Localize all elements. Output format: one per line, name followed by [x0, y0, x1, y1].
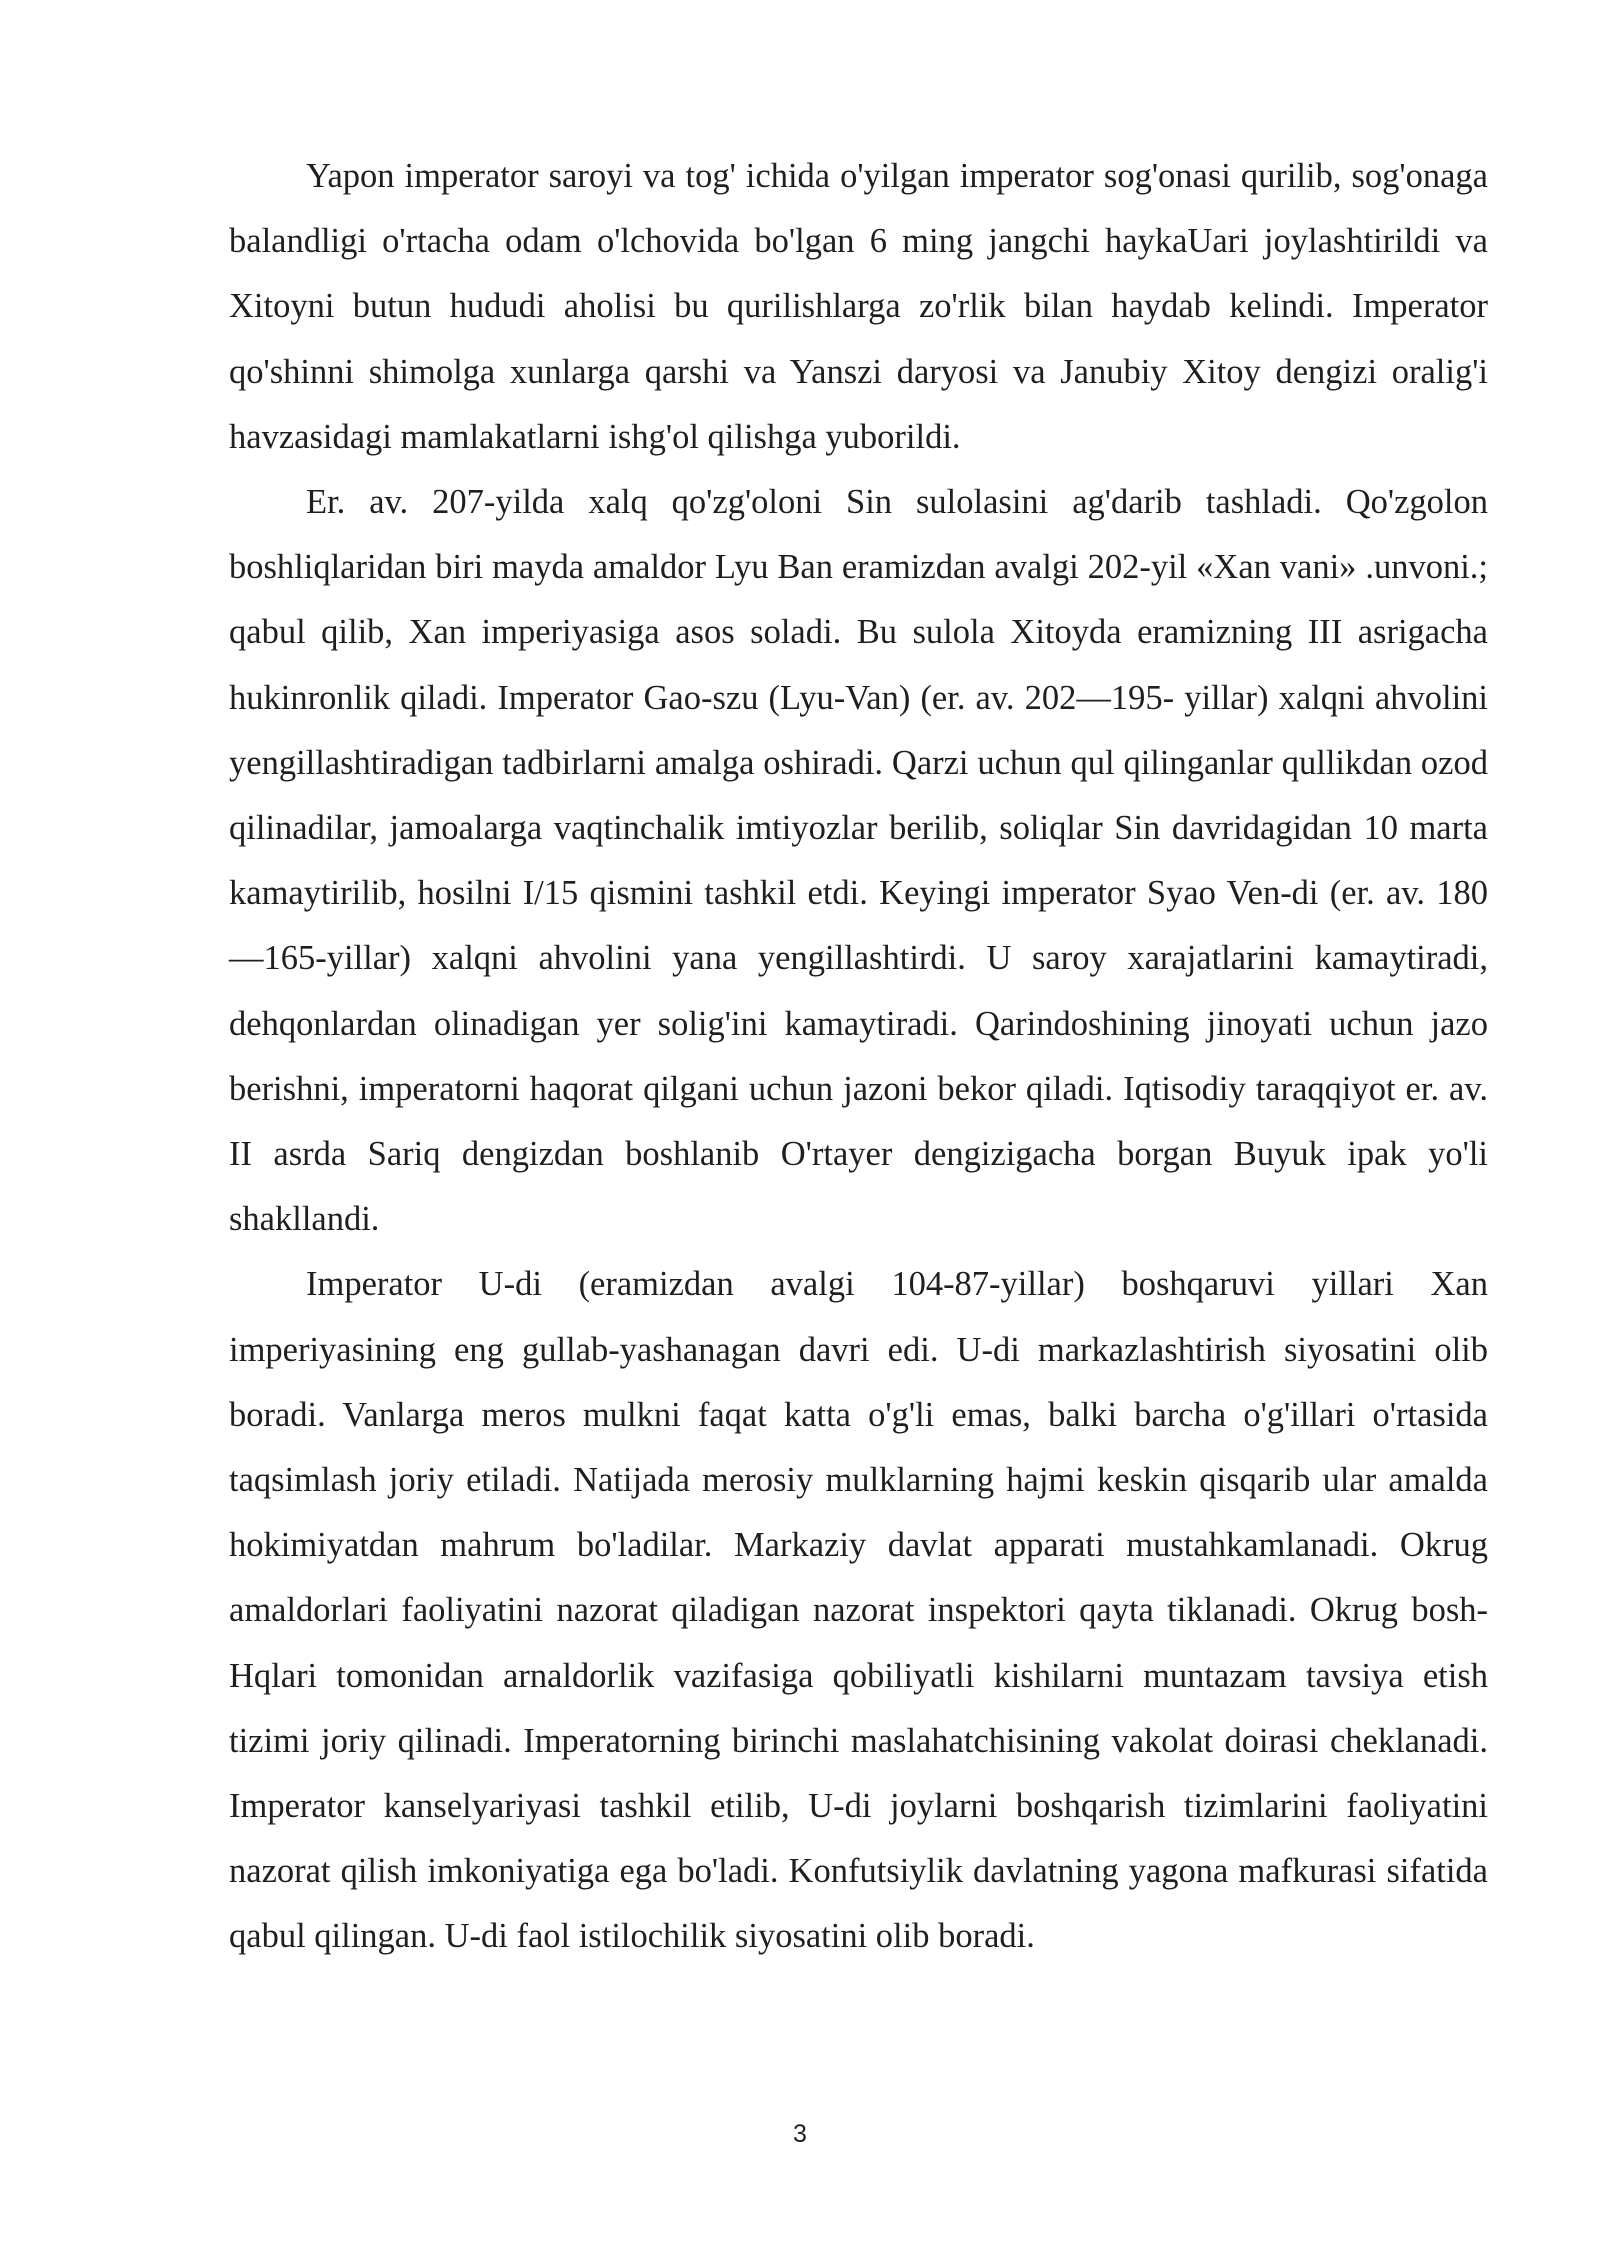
document-body	[229, 144, 1488, 1970]
paragraph-1: Yapon imperator saroyi va tog' ichida o'yilgan imperator sog'onasi qurilib, sog'onaga balandligi o'rtacha odam o'lchovida bo'lgan 6 ming jangchi haykaUari joylashtirildi va Xitoyni butun hududi aholisi bu qurilishlarga zo'rlik bilan haydab kelindi. Imperator qo'shinni shimolga xunlarga qarshi va Yanszi daryosi va Janubiy Xitoy dengizi oralig'i havzasidagi mamlakatlarni ishg'ol qilishga yuborildi.	[229, 157, 1488, 456]
paragraph-3: Imperator U-di (eramizdan avalgi 104-87-yillar) boshqaruvi yillari Xan imperiyasining eng gullab-yashanagan davri edi. U-di markazlashtirish siyosatini olib boradi. Vanlarga meros mulkni faqat katta o'g'li emas, balki barcha o'g'illari o'rtasida taqsimlash joriy etiladi. Natijada merosiy mulklarning hajmi keskin qisqarib ular amalda hokimiyatdan mahrum bo'ladilar. Markaziy davlat apparati mustahkamlanadi. Okrug amaldorlari faoliyatini nazorat qiladigan nazorat inspektori qayta tiklanadi. Okrug bosh- Hqlari tomonidan arnaldorlik vazifasiga qobiliyatli kishilarni muntazam tavsiya etish tizimi joriy qilinadi. Imperatorning birinchi maslahatchisining vakolat doirasi cheklanadi. Imperator kanselyariyasi tashkil etilib, U-di joylarni boshqarish tizimlarini faoliyatini nazorat qilish imkoniyatiga ega bo'ladi. Konfutsiylik davlatning yagona mafkurasi sifatida qabul qilingan. U-di faol istilochilik siyosatini olib boradi.	[229, 1265, 1488, 1956]
page-number: 3	[793, 2120, 807, 2148]
paragraph-2: Er. av. 207-yilda xalq qo'zg'oloni Sin sulolasini ag'darib tashladi. Qo'zgolon boshliqlaridan biri mayda amaldor Lyu Ban eramizdan avalgi 202-yil «Xan vani» .unvoni.; qabul qilib, Xan imperiyasiga asos soladi. Bu sulola Xitoyda eramizning III asrigacha hukinronlik qiladi. Imperator Gao-szu (Lyu-Van) (er. av. 202—195- yillar) xalqni ahvolini yengillashtiradigan tadbirlarni amalga oshiradi. Qarzi uchun qul qilinganlar qullikdan ozod qilinadilar, jamoalarga vaqtinchalik imtiyozlar berilib, soliqlar Sin davridagidan 10 marta kamaytirilib, hosilni I/15 qismini tashkil etdi. Keyingi imperator Syao Ven-di (er. av. 180—165-yillar) xalqni ahvolini yana yengillashtirdi. U saroy xarajatlarini kamaytiradi, dehqonlardan olinadigan yer solig'ini kamaytiradi. Qarindoshining jinoyati uchun jazo berishni, imperatorni haqorat qilgani uchun jazoni bekor qiladi. Iqtisodiy taraqqiyot er. av. II asrda Sariq dengizdan boshlanib O'rtayer dengizigacha borgan Buyuk ipak yo'li shakllandi.	[229, 483, 1488, 1239]
